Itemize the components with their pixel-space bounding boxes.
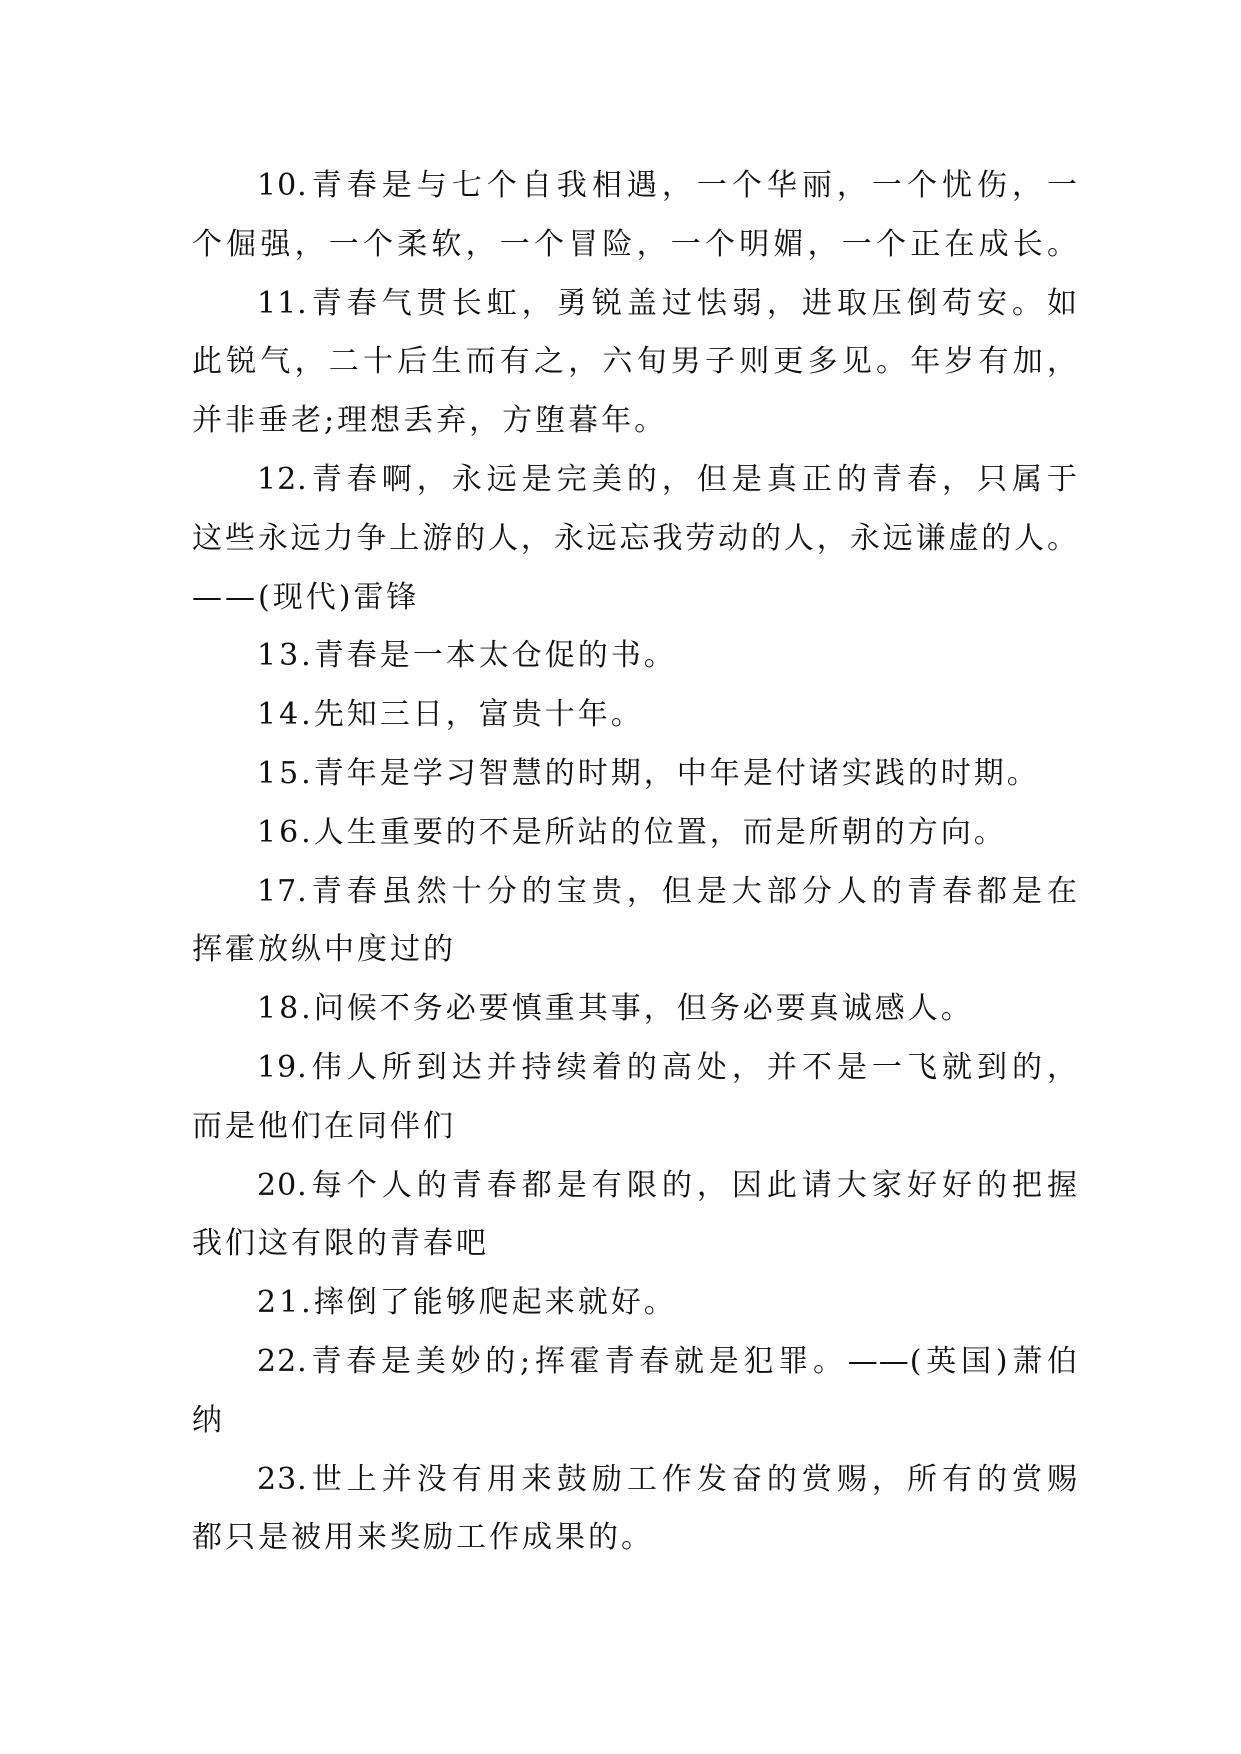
text-line: 22.青春是美妙的;挥霍青春就是犯罪。——(英国)萧伯 — [257, 1343, 1078, 1379]
quote-item — [192, 980, 1078, 1039]
quote-item — [192, 1333, 1078, 1451]
text-line: 10.青春是与七个自我相遇，一个华丽，一个忧伤，一 — [257, 168, 1078, 203]
text-line: 15.青年是学习智慧的时期，中年是付诸实践的时期。 — [257, 755, 1040, 791]
quote-item — [192, 157, 1078, 275]
text-line: 14.先知三日，富贵十年。 — [257, 697, 644, 733]
quote-attribution: ——(现代)雷锋 — [192, 579, 420, 615]
text-line: 11.青春气贯长虹，勇锐盖过怯弱，进取压倒苟安。如 — [257, 285, 1078, 321]
document-body — [192, 157, 1078, 1568]
text-line: 18.问候不务必要慎重其事，但务必要真诚感人。 — [257, 991, 974, 1027]
quote-item — [192, 275, 1078, 451]
quote-item — [192, 804, 1078, 863]
quote-item — [192, 863, 1078, 981]
text-line: 个倔强，一个柔软，一个冒险，一个明媚，一个正在成长。 — [192, 226, 1078, 262]
text-line: 并非垂老;理想丢弃，方堕暮年。 — [192, 403, 668, 439]
text-line: 21.摔倒了能够爬起来就好。 — [257, 1285, 677, 1321]
quote-item — [192, 627, 1078, 686]
text-line: 16.人生重要的不是所站的位置，而是所朝的方向。 — [257, 814, 1007, 850]
quote-item — [192, 1274, 1078, 1333]
quote-item — [192, 1039, 1078, 1157]
text-line: 而是他们在同伴们 — [192, 1108, 456, 1144]
text-line: 20.每个人的青春都是有限的，因此请大家好好的把握 — [257, 1167, 1078, 1203]
text-line: 13.青春是一本太仓促的书。 — [257, 638, 677, 674]
quote-item — [192, 745, 1078, 804]
text-line: 19.伟人所到达并持续着的高处，并不是一飞就到的， — [257, 1049, 1078, 1085]
text-line: 12.青春啊，永远是完美的，但是真正的青春，只属于 — [257, 461, 1078, 497]
text-line: 23.世上并没有用来鼓励工作发奋的赏赐，所有的赏赐 — [257, 1461, 1078, 1497]
quote-item — [192, 1157, 1078, 1275]
quote-item — [192, 1451, 1078, 1569]
quote-item — [192, 451, 1078, 627]
text-line: 这些永远力争上游的人，永远忘我劳动的人，永远谦虚的人。 — [192, 520, 1078, 556]
text-line: 纳 — [192, 1402, 225, 1438]
text-line: 都只是被用来奖励工作成果的。 — [192, 1520, 654, 1556]
text-line: 17.青春虽然十分的宝贵，但是大部分人的青春都是在 — [257, 873, 1078, 909]
quote-item — [192, 686, 1078, 745]
text-line: 此锐气，二十后生而有之，六旬男子则更多见。年岁有加， — [192, 344, 1078, 380]
text-line: 我们这有限的青春吧 — [192, 1226, 489, 1262]
text-line: 挥霍放纵中度过的 — [192, 932, 456, 968]
